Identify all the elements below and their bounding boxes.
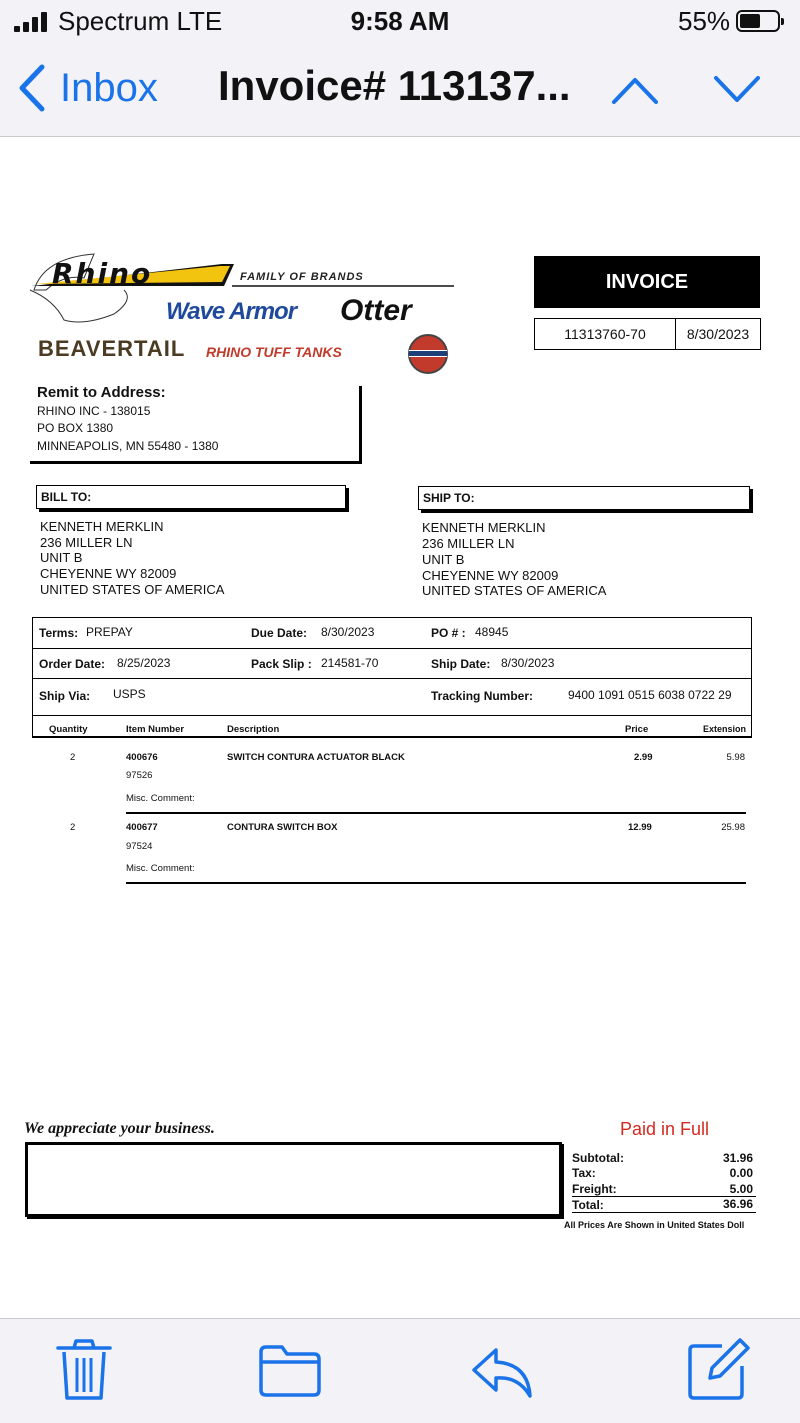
terms-label: Terms: [39,626,79,640]
invoice-date: 8/30/2023 [675,318,761,350]
item-description: CONTURA SWITCH BOX [227,822,338,833]
bill-to-line: UNITED STATES OF AMERICA [40,582,225,597]
otter-logo: Otter [340,294,412,327]
ship-via-label: Ship Via: [39,689,91,703]
item-quantity: 2 [70,752,76,763]
family-of-brands-text: FAMILY OF BRANDS [240,271,364,283]
message-box [25,1142,562,1217]
chevron-up-icon[interactable] [610,72,660,108]
item-number: 400677 [126,822,158,833]
bill-to-line: CHEYENNE WY 82009 [40,566,177,581]
battery-icon [736,10,780,32]
folder-icon[interactable] [258,1338,322,1402]
item-comment: Misc. Comment: [126,793,195,804]
invoice-number: 11313760-70 [534,318,676,350]
freight-value: 5.00 [729,1182,753,1196]
bill-to-header: BILL TO: [36,485,346,509]
ship-to-line: UNIT B [422,552,465,567]
col-description: Description [227,724,280,735]
ship-date-value: 8/30/2023 [501,656,555,670]
ship-date-label: Ship Date: [431,657,491,671]
rhino-brand-text: Rhino [52,257,153,290]
freight-label: Freight: [572,1182,617,1196]
tax-label: Tax: [572,1166,596,1180]
item-price: 12.99 [628,822,652,833]
total-underline [572,1212,756,1213]
item-divider [126,812,746,814]
beavertail-logo: BEAVERTAIL [38,336,186,361]
clock: 9:58 AM [350,6,450,36]
item-extension: 5.98 [726,752,745,763]
pack-slip-label: Pack Slip : [251,657,312,671]
circle-brand-logo [405,334,451,374]
total-label: Total: [572,1198,604,1212]
currency-note: All Prices Are Shown in United States Doll [564,1220,745,1230]
compose-icon[interactable] [686,1338,750,1402]
terms-value: PREPAY [86,625,133,639]
po-value: 48945 [475,625,509,639]
item-description: SWITCH CONTURA ACTUATOR BLACK [227,752,405,763]
col-item-number: Item Number [126,724,185,735]
bill-to-line: UNIT B [40,550,83,565]
item-number: 400676 [126,752,158,763]
ship-to-line: 236 MILLER LN [422,536,515,551]
appreciation-text: We appreciate your business. [24,1120,215,1137]
carrier-label: Spectrum LTE [58,6,223,36]
col-price: Price [625,724,649,735]
po-label: PO # : [431,626,466,640]
ship-to-header: SHIP TO: [418,486,750,510]
chevron-left-icon [16,63,46,113]
reply-icon[interactable] [470,1338,534,1402]
trash-icon[interactable] [52,1338,116,1402]
item-price: 2.99 [634,752,653,763]
item-divider [126,882,746,884]
chevron-down-icon[interactable] [712,72,762,108]
due-date-label: Due Date: [251,626,308,640]
item-comment: Misc. Comment: [126,863,195,874]
message-title: Invoice# 113137... [218,62,571,109]
order-date-value: 8/25/2023 [117,656,171,670]
invoice-heading: INVOICE [534,256,760,308]
remit-line: RHINO INC - 138015 [37,404,151,418]
item-sub-number: 97524 [126,841,153,852]
remit-title: Remit to Address: [37,384,166,401]
tracking-value: 9400 1091 0515 6038 0722 29 [568,688,732,702]
battery-percent: 55% [678,6,731,36]
item-sub-number: 97526 [126,770,153,781]
due-date-value: 8/30/2023 [321,625,375,639]
tax-value: 0.00 [729,1166,753,1180]
subtotal-label: Subtotal: [572,1151,624,1165]
order-date-label: Order Date: [39,657,106,671]
ship-via-value: USPS [113,687,146,701]
item-quantity: 2 [70,822,76,833]
ship-to-line: CHEYENNE WY 82009 [422,568,559,583]
wave-armor-logo: Wave Armor [166,298,297,325]
remit-line: PO BOX 1380 [37,421,114,435]
item-extension: 25.98 [721,822,745,833]
bottom-toolbar [0,1318,800,1423]
tuff-tanks-logo: RHINO TUFF TANKS [206,344,342,360]
back-label: Inbox [60,65,158,110]
paid-status: Paid in Full [620,1119,710,1139]
total-value: 36.96 [722,1197,753,1211]
col-extension: Extension [703,724,747,734]
remit-line: MINNEAPOLIS, MN 55480 - 1380 [37,439,219,453]
bill-to-line: KENNETH MERKLIN [40,519,164,534]
terms-row [32,617,752,649]
back-button[interactable] [16,60,158,116]
pack-slip-value: 214581-70 [321,656,379,670]
bill-to-line: 236 MILLER LN [40,535,133,550]
ship-to-line: UNITED STATES OF AMERICA [422,583,607,598]
ship-to-line: KENNETH MERKLIN [422,520,546,535]
subtotal-value: 31.96 [722,1151,753,1165]
col-quantity: Quantity [49,724,88,735]
tracking-label: Tracking Number: [431,689,534,703]
